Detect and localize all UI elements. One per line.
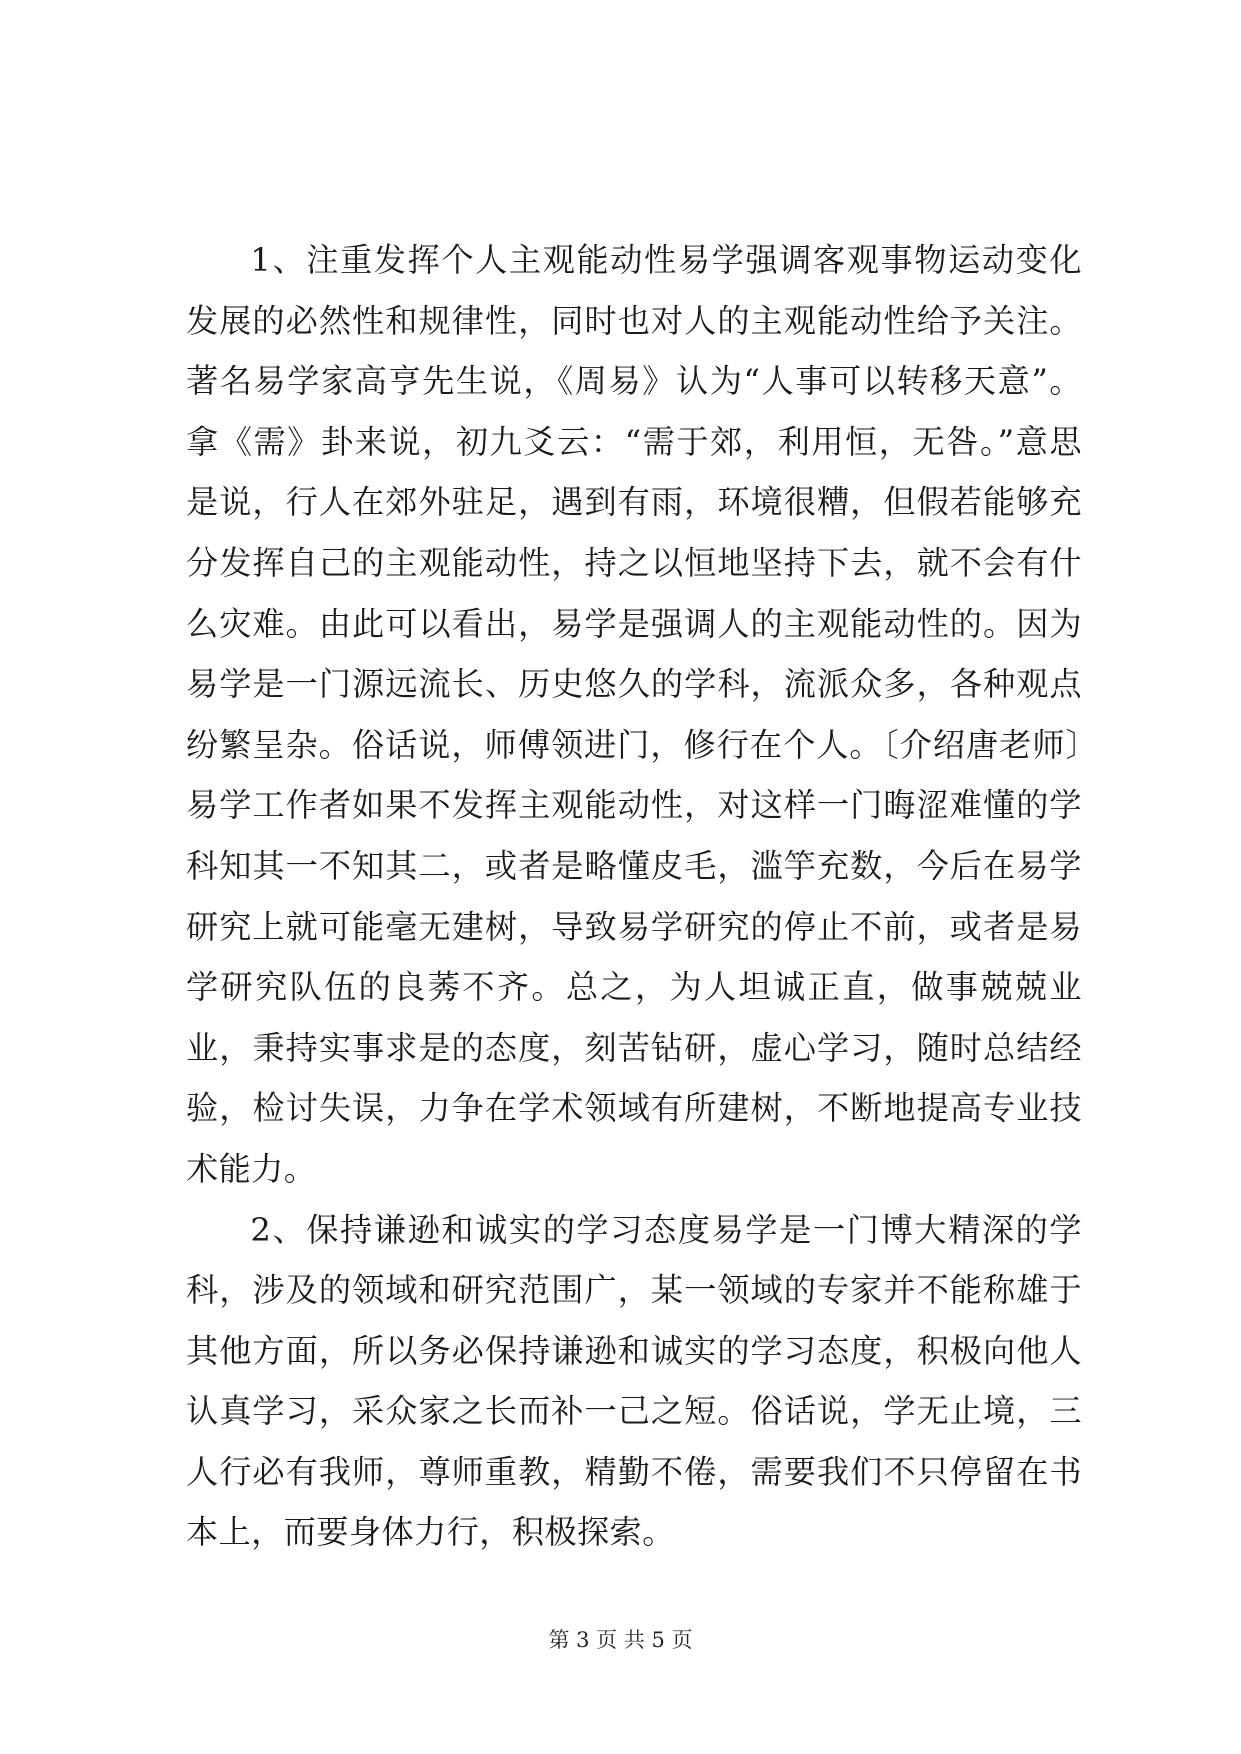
page-number-footer: 第 3 页 共 5 页	[548, 1628, 693, 1652]
paragraph-2: 2、保持谦逊和诚实的学习态度易学是一门博大精深的学科，涉及的领域和研究范围广，某一领域的专家并不能称雄于其他方面，所以务必保持谦逊和诚实的学习态度，积极向他人认真学习，采众家之长而补一己之短。俗话说，学无止境，三人行必有我师，尊师重教，精勤不倦，需要我们不只停留在书本上，而要身体力行，积极探索。	[186, 1210, 1082, 1552]
document-body	[186, 230, 1082, 1563]
paragraph-1: 1、注重发挥个人主观能动性易学强调客观事物运动变化发展的必然性和规律性，同时也对人的主观能动性给予关注。著名易学家高亨先生说，《周易》认为“人事可以转移天意”。拿《需》卦来说，初九爻云：“需于郊，利用恒，无咎。”意思是说，行人在郊外驻足，遇到有雨，环境很糟，但假若能够充分发挥自己的主观能动性，持之以恒地坚持下去，就不会有什么灾难。由此可以看出，易学是强调人的主观能动性的。因为易学是一门源远流长、历史悠久的学科，流派众多，各种观点纷繁呈杂。俗话说，师傅领进门，修行在个人。〔介绍唐老师〕易学工作者如果不发挥主观能动性，对这样一门晦涩难懂的学科知其一不知其二，或者是略懂皮毛，滥竽充数，今后在易学研究上就可能毫无建树，导致易学研究的停止不前，或者是易学研究队伍的良莠不齐。总之，为人坦诚正直，做事兢兢业业，秉持实事求是的态度，刻苦钻研，虚心学习，随时总结经验，检讨失误，力争在学术领域有所建树，不断地提高专业技术能力。	[186, 241, 1082, 1188]
